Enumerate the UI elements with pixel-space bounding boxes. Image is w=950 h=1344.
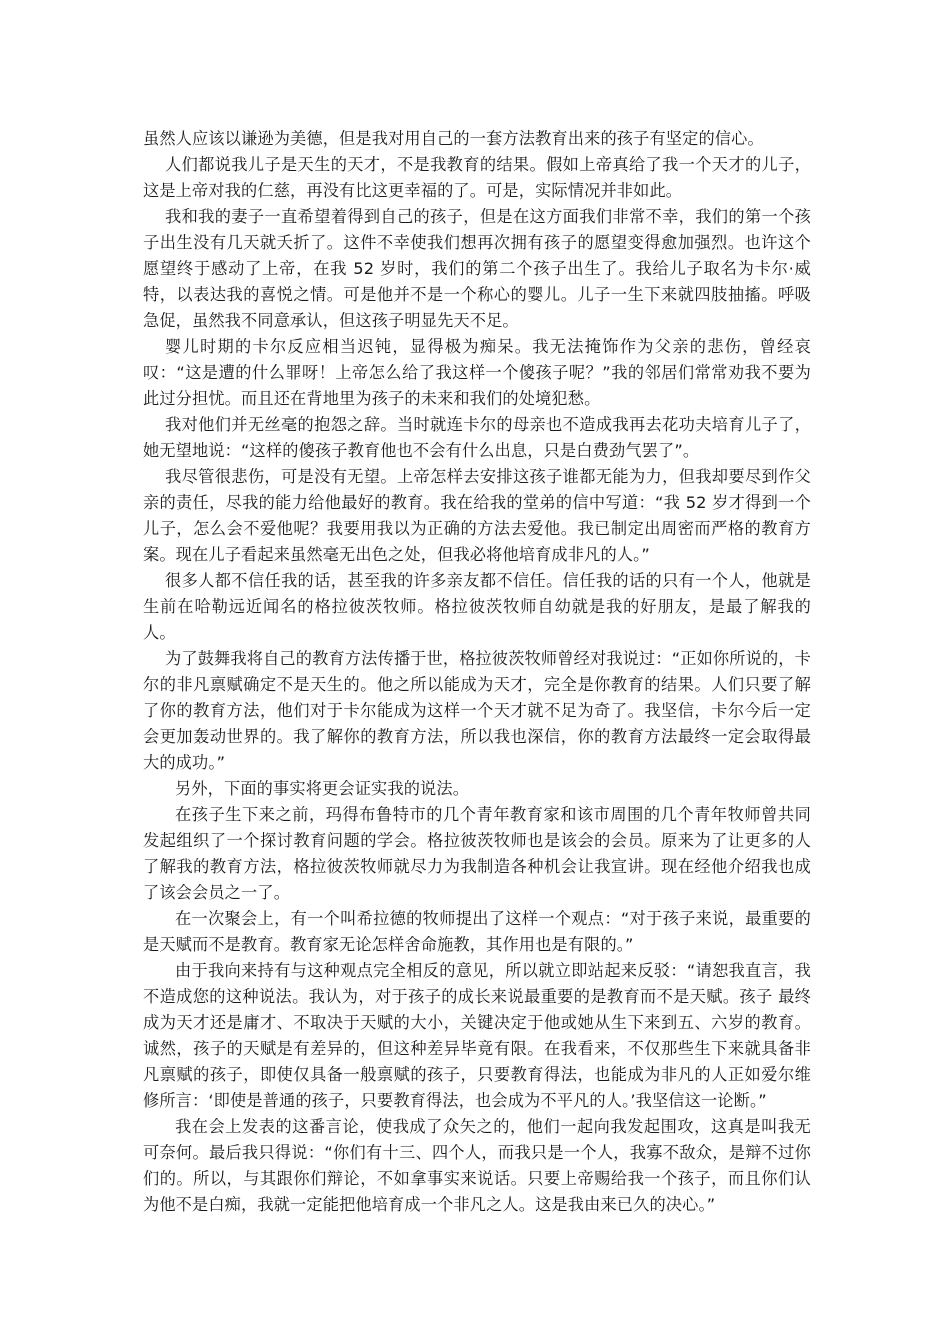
document-body	[143, 126, 811, 1218]
paragraph: 婴儿时期的卡尔反应相当迟钝，显得极为痴呆。我无法掩饰作为父亲的悲伤，曾经哀叹：“这是遭的什么罪呀！上帝怎么给了我这样一个傻孩子呢？”我的邻居们常常劝我不要为此过分担忧。而且还在背地里为孩子的未来和我们的处境犯愁。	[143, 337, 811, 408]
paragraph: 虽然人应该以谦逊为美德，但是我对用自己的一套方法教育出来的孩子有坚定的信心。	[143, 129, 764, 148]
paragraph: 另外，下面的事实将更会证实我的说法。	[175, 779, 470, 798]
paragraph: 在孩子生下来之前，玛得布鲁特市的几个青年教育家和该市周围的几个青年牧师曾共同发起组织了一个探讨教育问题的学会。格拉彼茨牧师也是该会的会员。原来为了让更多的人了解我的教育方法，格拉彼茨牧师就尽力为我制造各种机会让我宣讲。现在经他介绍我也成了该会会员之一了。	[143, 805, 811, 902]
paragraph: 在一次聚会上，有一个叫希拉德的牧师提出了这样一个观点：“对于孩子来说，最重要的是天赋而不是教育。教育家无论怎样舍命施教，其作用也是有限的。”	[143, 909, 811, 954]
paragraph: 我在会上发表的这番言论，使我成了众矢之的，他们一起向我发起围攻，这真是叫我无可奈何。最后我只得说：“你们有十三、四个人，而我只是一个人，我寡不敌众，是辩不过你们的。所以，与其跟你们辩论，不如拿事实来说话。只要上帝赐给我一个孩子，而且你们认为他不是白痴，我就一定能把他培育成一个非凡之人。这是我由来已久的决心。”	[143, 1117, 811, 1214]
paragraph: 为了鼓舞我将自己的教育方法传播于世，格拉彼茨牧师曾经对我说过：“正如你所说的，卡尔的非凡禀赋确定不是天生的。他之所以能成为天才，完全是你教育的结果。人们只要了解了你的教育方法，他们对于卡尔能成为这样一个天才就不足为奇了。我坚信，卡尔今后一定会更加轰动世界的。我了解你的教育方法，所以我也深信，你的教育方法最终一定会取得最大的成功。”	[143, 649, 811, 772]
paragraph: 很多人都不信任我的话，甚至我的许多亲友都不信任。信任我的话的只有一个人，他就是生前在哈勒远近闻名的格拉彼茨牧师。格拉彼茨牧师自幼就是我的好朋友，是最了解我的人。	[143, 571, 811, 642]
paragraph: 由于我向来持有与这种观点完全相反的意见，所以就立即站起来反驳：“请恕我直言，我不造成您的这种说法。我认为，对于孩子的成长来说最重要的是教育而不是天赋。孩子 最终成为天才还是庸才、不取决于天赋的大小，关键决定于他或她从生下来到五、六岁的教育。诚然，孩子的天赋是有差异的，但这种差异毕竟有限。在我看来，不仅那些生下来就具备非凡禀赋的孩子，即使仅具备一般禀赋的孩子，只要教育得法，也能成为非凡的人正如爱尔维修所言：‘即使是普通的孩子，只要教育得法，也会成为不平凡的人。’我坚信这一论断。”	[143, 961, 811, 1110]
paragraph: 我尽管很悲伤，可是没有无望。上帝怎样去安排这孩子谁都无能为力，但我却要尽到作父亲的责任，尽我的能力给他最好的教育。我在给我的堂弟的信中写道：“我 52 岁才得到一个儿子，怎么会不爱他呢？我要用我以为正确的方法去爱他。我已制定出周密而严格的教育方案。现在儿子看起来虽然毫无出色之处，但我必将他培育成非凡的人。”	[143, 467, 811, 564]
paragraph: 人们都说我儿子是天生的天才，不是我教育的结果。假如上帝真给了我一个天才的儿子，这是上帝对我的仁慈，再没有比这更幸福的了。可是，实际情况并非如此。	[143, 155, 811, 200]
paragraph: 我对他们并无丝毫的抱怨之辞。当时就连卡尔的母亲也不造成我再去花功夫培育儿子了，她无望地说：“这样的傻孩子教育他也不会有什么出息，只是白费劲气罢了”。	[143, 415, 811, 460]
paragraph: 我和我的妻子一直希望着得到自己的孩子，但是在这方面我们非常不幸，我们的第一个孩子出生没有几天就夭折了。这件不幸使我们想再次拥有孩子的愿望变得愈加强烈。也许这个愿望终于感动了上帝，在我 52 岁时，我们的第二个孩子出生了。我给儿子取名为卡尔·威特，以表达我的喜悦之情。可是他并不是一个称心的婴儿。儿子一生下来就四肢抽搐。呼吸急促，虽然我不同意承认，但这孩子明显先天不足。	[143, 207, 811, 330]
